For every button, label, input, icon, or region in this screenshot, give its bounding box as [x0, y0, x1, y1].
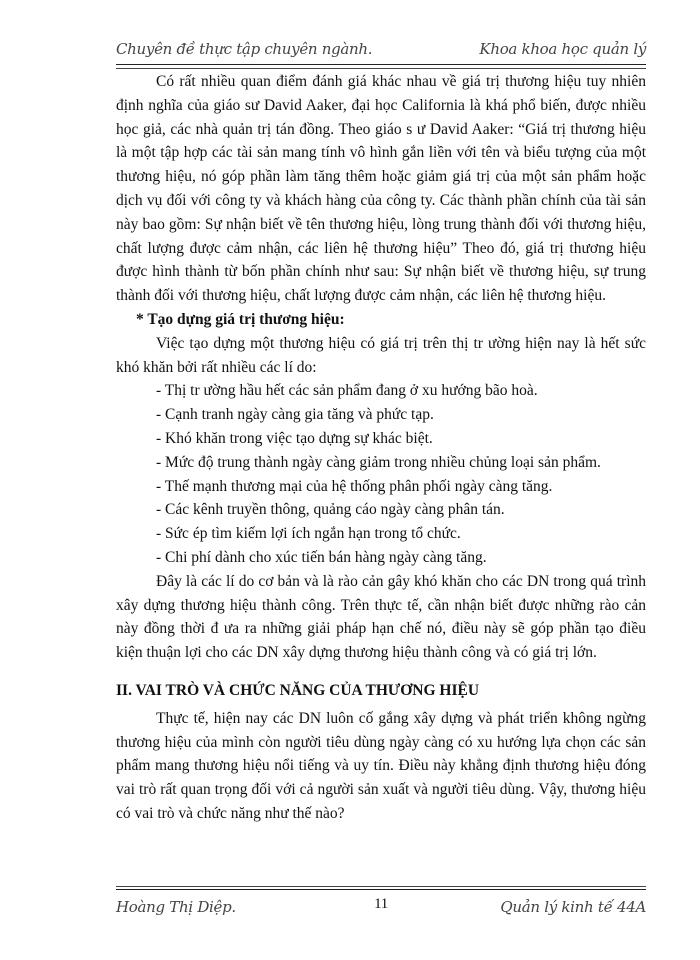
list-item: - Thị tr ường hầu hết các sản phẩm đang ở xu hướng bão hoà.: [156, 382, 538, 400]
list-item: - Chi phí dành cho xúc tiến bán hàng ngày càng tăng.: [156, 548, 487, 566]
footer-rule: [116, 889, 646, 890]
paragraph-role-intro: Thực tế, hiện nay các DN luôn cố gắng xây dựng và phát triển không ngừng thương hiệu của mình còn người tiêu dùng ngày càng có xu hướng lựa chọn các sản phẩm mang thương hiệu nổi tiếng và uy tín. Điều này khẳng định thương hiệu đóng vai trò rất quan trọng đối với cả người sản xuất và người tiêu dùng. Vậy, thương hiệu có vai trò và chức năng như thế nào?: [116, 709, 646, 822]
list-item: - Thế mạnh thương mại của hệ thống phân phối ngày càng tăng.: [156, 477, 553, 495]
subheading-building-brand-equity: * Tạo dựng giá trị thương hiệu:: [136, 310, 345, 328]
footer-class: Quản lý kinh tế 44A: [500, 898, 646, 916]
paragraph-brand-equity-definition: Có rất nhiều quan điểm đánh giá khác nhau về giá trị thương hiệu tuy nhiên định nghĩa của giáo sư David Aaker, đại học California là khá phổ biến, được nhiều học giả, các nhà quản trị tán đồng. Theo giáo s ư David Aaker: “Giá trị thương hiệu là một tập hợp các tài sản mang tính vô hình gắn liền với tên và biểu tượng của một thương hiệu, nó góp phần làm tăng thêm hoặc giảm giá trị của một sản phẩm hoặc dịch vụ đối với công ty và khách hàng của công ty. Các thành phần chính của tài sản này bao gồm: Sự nhận biết về tên thương hiệu, lòng trung thành đối với thương hiệu, chất lượng được cảm nhận, các liên hệ thương hiệu” Theo đó, giá trị thương hiệu được hình thành từ bốn phần chính như sau: Sự nhận biết về thương hiệu, sự trung thành đối với thương hiệu, chất lượng được cảm nhận, các liên hệ thương hiệu.: [116, 73, 646, 305]
list-item: - Khó khăn trong việc tạo dựng sự khác biệt.: [156, 429, 433, 447]
list-item: - Các kênh truyền thông, quảng cáo ngày càng phân tán.: [156, 501, 505, 519]
header-rule: [116, 64, 646, 65]
page-footer: [116, 886, 646, 926]
header-department: Khoa khoa học quản lý: [479, 40, 646, 58]
footer-author: Hoàng Thị Diệp.: [116, 898, 236, 916]
list-item: - Sức ép tìm kiếm lợi ích ngắn hạn trong tổ chức.: [156, 525, 461, 543]
page-header: [116, 38, 646, 64]
page-number: 11: [374, 896, 388, 912]
list-item: - Mức độ trung thành ngày càng giảm trong nhiều chủng loại sản phẩm.: [156, 453, 601, 471]
page-body: [116, 70, 646, 826]
header-rule-thin: [116, 68, 646, 69]
footer-rule-thin: [116, 886, 646, 887]
header-course-title: Chuyên đề thực tập chuyên ngành.: [116, 40, 373, 58]
paragraph-difficulties-intro: Việc tạo dựng một thương hiệu có giá trị trên thị tr ường hiện nay là hết sức khó khăn bởi rất nhiều các lí do:: [116, 334, 646, 376]
difficulties-list: [116, 379, 646, 569]
section-heading-role-and-function: II. VAI TRÒ VÀ CHỨC NĂNG CỦA THƯƠNG HIỆU: [116, 681, 480, 699]
list-item: - Cạnh tranh ngày càng gia tăng và phức tạp.: [156, 406, 434, 424]
paragraph-barriers: Đây là các lí do cơ bản và là rào cản gây khó khăn cho các DN trong quá trình xây dựng thương hiệu thành công. Trên thực tế, cần nhận biết được những rào cản này đồng thời đ ưa ra những giải pháp hạn chế nó, điều này sẽ góp phần tạo điều kiện thuận lợi cho các DN xây dựng thương hiệu thành công và có giá trị lớn.: [116, 572, 646, 662]
